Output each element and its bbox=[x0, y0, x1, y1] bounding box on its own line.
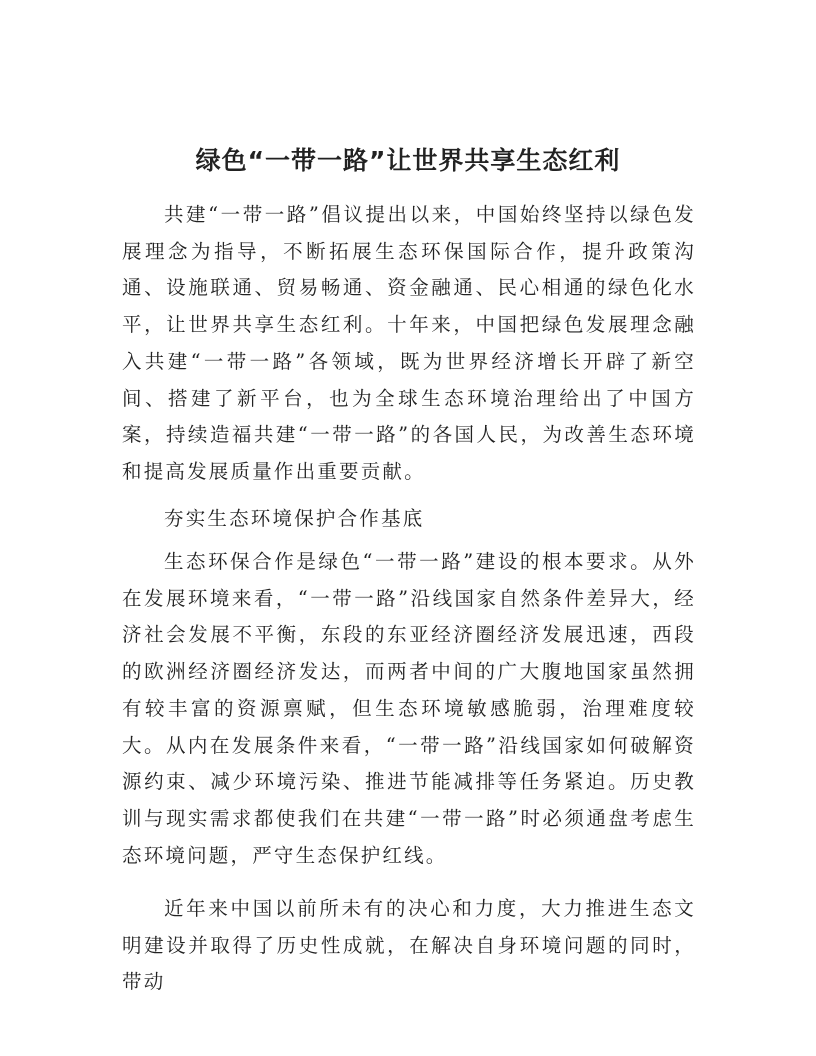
paragraph-intro: 共建“一带一路”倡议提出以来，中国始终坚持以绿色发展理念为指导，不断拓展生态环保国际合作，提升政策沟通、设施联通、贸易畅通、资金融通、民心相通的绿色化水平，让世界共享生态红利。十年来，中国把绿色发展理念融入共建“一带一路”各领域，既为世界经济增长开辟了新空间、搭建了新平台，也为全球生态环境治理给出了中国方案，持续造福共建“一带一路”的各国人民，为改善生态环境和提高发展质量作出重要贡献。 bbox=[122, 203, 696, 483]
section-heading: 夯实生态环境保护合作基底 bbox=[164, 507, 425, 530]
document-title: 绿色“一带一路”让世界共享生态红利 bbox=[195, 146, 621, 175]
paragraph-recent-years: 近年来中国以前所未有的决心和力度，大力推进生态文明建设并取得了历史性成就，在解决自身环境问题的同时，带动 bbox=[122, 897, 696, 994]
paragraph-cooperation: 生态环保合作是绿色“一带一路”建设的根本要求。从外在发展环境来看，“一带一路”沿线国家自然条件差异大，经济社会发展不平衡，东段的东亚经济圈经济发展迅速，西段的欧洲经济圈经济发达，而两者中间的广大腹地国家虽然拥有较丰富的资源禀赋，但生态环境敏感脆弱，治理难度较大。从内在发展条件来看，“一带一路”沿线国家如何破解资源约束、减少环境污染、推进节能减排等任务紧迫。历史教训与现实需求都使我们在共建“一带一路”时必须通盘考虑生态环境问题，严守生态保护红线。 bbox=[122, 550, 696, 867]
